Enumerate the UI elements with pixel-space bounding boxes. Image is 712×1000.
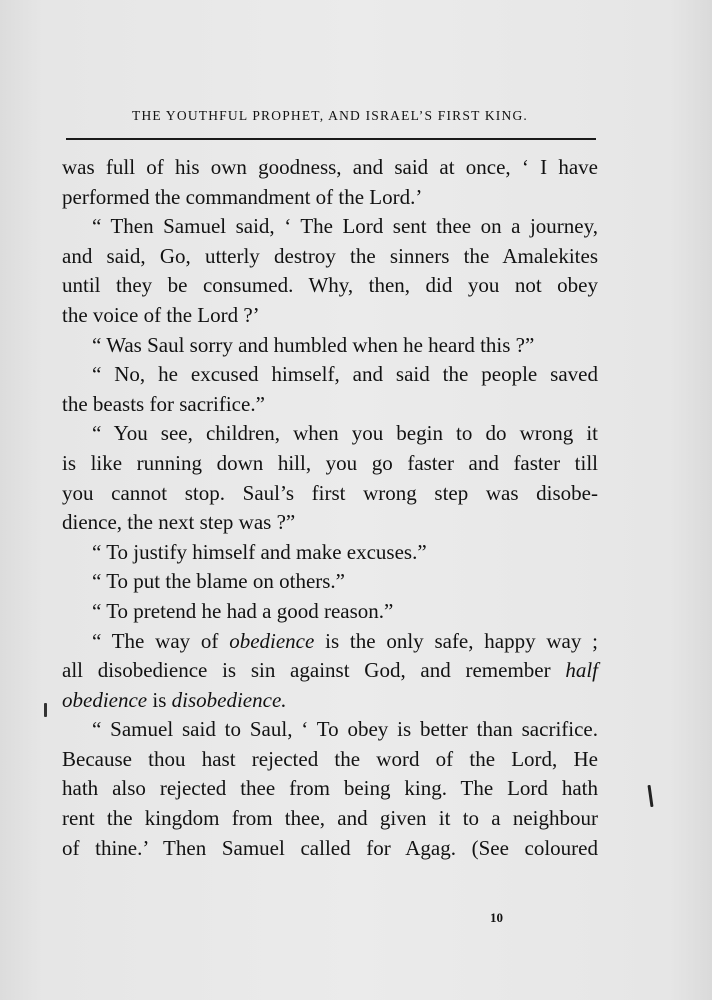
text-line-17-a: “ The way of (92, 628, 230, 653)
text-line-16: “ To pretend he had a good reason.” (92, 598, 394, 623)
header-rule (66, 138, 596, 140)
text-line-22: hath also rejected thee from being king. The Lord hath (62, 776, 598, 801)
margin-mark-left (44, 703, 47, 717)
text-line-17-c: is the only safe, happy way ; (314, 628, 598, 653)
italic-half: half (565, 658, 598, 683)
page-body (62, 153, 598, 863)
page-number: 10 (490, 910, 503, 925)
text-line-3: “ Then Samuel said, ‘ The Lord sent thee on a journey, (92, 214, 598, 239)
italic-disobedience: disobedience. (171, 687, 287, 712)
text-line-13: dience, the next step was ?” (62, 510, 296, 535)
italic-obedience-2: obedience (62, 687, 148, 712)
text-line-4: and said, Go, utterly destroy the sinners the Amalekites (62, 243, 598, 268)
running-head: THE YOUTHFUL PROPHET, AND ISRAEL’S FIRST KING. (132, 108, 528, 123)
text-line-18-a: all disobedience is sin against God, and remember (62, 658, 566, 683)
text-line-8: “ No, he excused himself, and said the people saved (92, 362, 598, 387)
text-line-12: you cannot stop. Saul’s first wrong step was disobe- (62, 480, 598, 505)
text-line-1: was full of his own goodness, and said at once, ‘ I have (62, 155, 598, 179)
italic-obedience: obedience (229, 628, 315, 653)
text-line-21: Because thou hast rejected the word of the Lord, He (62, 746, 598, 771)
text-line-23: rent the kingdom from thee, and given it to a neighbour (62, 806, 598, 831)
text-line-20: “ Samuel said to Saul, ‘ To obey is better than sacrifice. (92, 717, 598, 742)
text-line-17 (62, 627, 598, 657)
text-line-24: of thine.’ Then Samuel called for Agag. (See coloured (62, 835, 598, 860)
margin-mark-right (647, 785, 653, 807)
text-line-10: “ You see, children, when you begin to do wrong it (92, 421, 598, 446)
text-line-19-b: is (147, 687, 172, 712)
text-line-6: the voice of the Lord ?’ (62, 302, 260, 327)
text-line-2: performed the commandment of the Lord.’ (62, 184, 423, 209)
text-line-14: “ To justify himself and make excuses.” (92, 539, 427, 564)
text-line-15: “ To put the blame on others.” (92, 569, 345, 594)
text-line-5: until they be consumed. Why, then, did you not obey (62, 273, 598, 298)
text-line-11: is like running down hill, you go faster and faster till (62, 450, 598, 475)
text-line-18 (62, 656, 598, 686)
text-line-9: the beasts for sacrifice.” (62, 391, 265, 416)
text-line-7: “ Was Saul sorry and humbled when he heard this ?” (92, 332, 535, 357)
text-line-19 (62, 686, 598, 716)
